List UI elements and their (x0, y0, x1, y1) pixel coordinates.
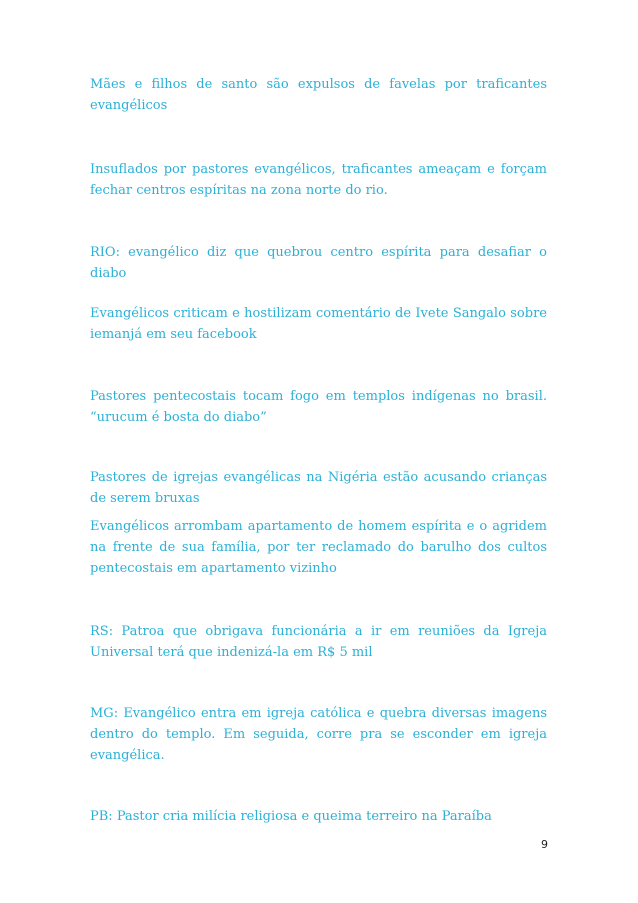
headline-6: Pastores de igrejas evangélicas na Nigéria estão acusando crianças de serem bruxas (90, 470, 547, 506)
page-number: 9 (541, 838, 548, 851)
headline-5: Pastores pentecostais tocam fogo em templos indígenas no brasil. “urucum é bosta do diabo” (90, 389, 547, 425)
headline-10: PB: Pastor cria milícia religiosa e queima terreiro na Paraíba (90, 809, 492, 824)
headline-9: MG: Evangélico entra em igreja católica e quebra diversas imagens dentro do templo. Em seguida, corre pra se esconder em igreja evangélica. (90, 706, 547, 763)
headline-1: Mães e filhos de santo são expulsos de favelas por traficantes evangélicos (90, 77, 547, 113)
headline-4: Evangélicos criticam e hostilizam comentário de Ivete Sangalo sobre iemanjá em seu facebook (90, 306, 547, 342)
headline-8: RS: Patroa que obrigava funcionária a ir em reuniões da Igreja Universal terá que indenizá-la em R$ 5 mil (90, 624, 547, 660)
headline-7: Evangélicos arrombam apartamento de homem espírita e o agridem na frente de sua família, por ter reclamado do barulho dos cultos pentecostais em apartamento vizinho (90, 519, 547, 576)
headline-2: Insuflados por pastores evangélicos, traficantes ameaçam e forçam fechar centros espíritas na zona norte do rio. (90, 162, 547, 198)
headline-3: RIO: evangélico diz que quebrou centro espírita para desafiar o diabo (90, 245, 547, 281)
